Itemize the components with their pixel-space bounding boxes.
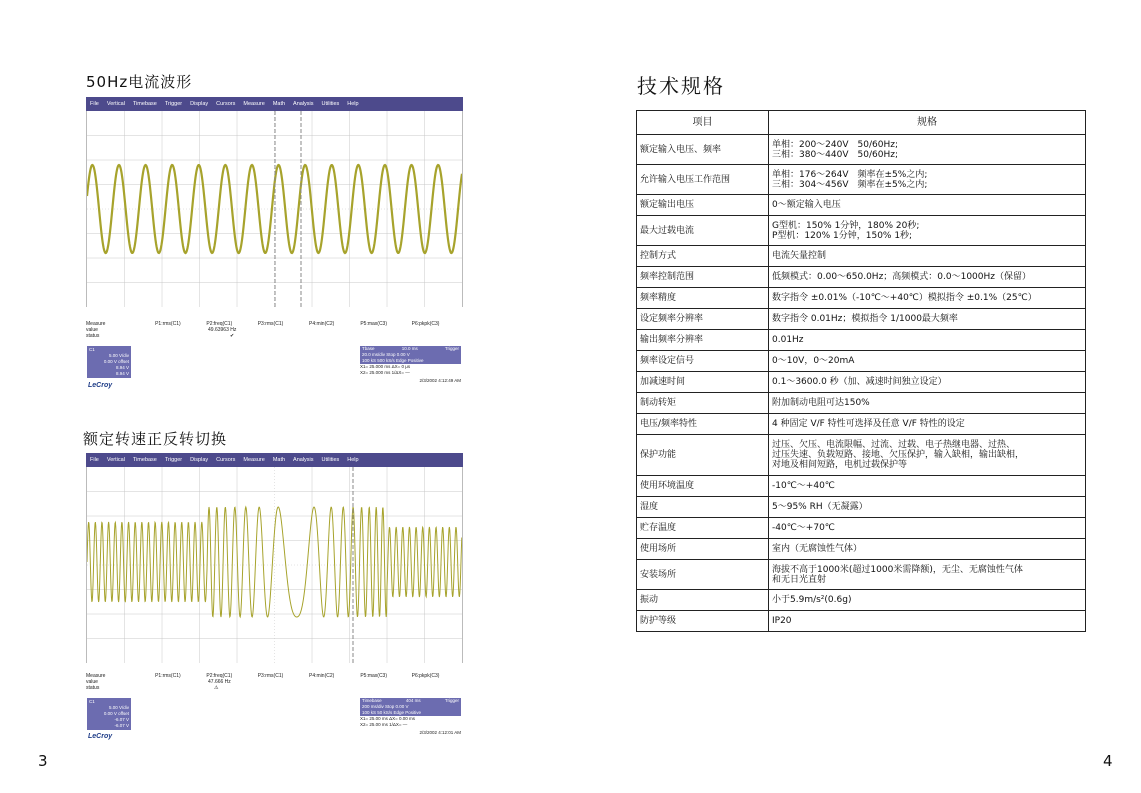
freq-value: 49.63963 Hz [208, 327, 237, 333]
table-row [637, 309, 1086, 330]
measure-col: P6:pkpk(C3) [411, 321, 440, 327]
freq-value: 47.666 Hz [208, 679, 231, 685]
menu-item: Timebase [132, 457, 157, 463]
spec-line: 海拔不高于1000米(超过1000米需降额)，无尘、无腐蚀性气体 [772, 564, 1023, 575]
spec-line: 0～10V，0～20mA [772, 356, 855, 366]
menu-item: Vertical [106, 101, 125, 107]
spec-value-cell [769, 497, 1086, 518]
spec-value-cell [769, 539, 1086, 560]
table-row [637, 195, 1086, 216]
table-row [637, 135, 1086, 165]
measure-label: status [86, 333, 100, 339]
table-row [637, 560, 1086, 590]
spec-table [636, 110, 1086, 632]
spec-item-cell: 安装场所 [637, 560, 769, 590]
channel-box: C1 5.00 V/div 0.00 V offset -6.07 V -6.07 V [89, 699, 129, 728]
spec-line: 室内（无腐蚀性气体） [772, 544, 863, 554]
spec-value-cell [769, 246, 1086, 267]
spec-item-cell: 加减速时间 [637, 372, 769, 393]
scope-menubar [86, 97, 463, 111]
spec-line: 5～95% RH（无凝露） [772, 502, 868, 512]
scope-screen [86, 111, 463, 307]
spec-value-cell [769, 518, 1086, 539]
table-row [637, 393, 1086, 414]
page-number-left: 3 [38, 752, 48, 770]
spec-line: 小于5.9m/s²(0.6g) [772, 595, 852, 605]
spec-value-cell [769, 560, 1086, 590]
table-row [637, 351, 1086, 372]
lecroy-logo: LeCroy [88, 382, 113, 389]
section-title-waveform: 50Hz电流波形 [86, 73, 193, 91]
spec-line: 和无日光直射 [772, 574, 827, 585]
measure-label: value [86, 327, 98, 333]
menu-item: Measure [243, 457, 265, 463]
spec-line: 0.1～3600.0 秒（加、减速时间独立设定） [772, 377, 947, 387]
measure-col: P2:freq(C1) [206, 673, 233, 679]
menu-item: Measure [243, 101, 265, 107]
table-row [637, 372, 1086, 393]
spec-line: 对地及相间短路，电机过载保护等 [772, 460, 908, 470]
spec-item-cell: 设定频率分辨率 [637, 309, 769, 330]
timebase-box: Tbase 10.0 ms Trigger 20.0 ms/div Stop 0.00 V 100 kS 500 kS/s Edge Positive X1= 25.000 ms ΔX= 0 μs X2= 25.000 ms 1/ΔX= — 2/3/2002 4:12:49 AM [360, 346, 461, 383]
menu-item: Trigger [164, 457, 183, 463]
table-row [637, 539, 1086, 560]
spec-line: 低频模式：0.00～650.0Hz；高频模式：0.0～1000Hz（保留） [772, 272, 1032, 282]
menu-item: Vertical [106, 457, 125, 463]
menu-item: Analysis [293, 101, 314, 107]
spec-line: 数字指令 ±0.01%（-10℃～+40℃）模拟指令 ±0.1%（25℃） [772, 293, 1037, 303]
spec-item-cell: 最大过载电流 [637, 216, 769, 246]
measure-col: P2:freq(C1) [206, 321, 233, 327]
table-row [637, 216, 1086, 246]
spec-item-cell: 振动 [637, 590, 769, 611]
lecroy-logo: LeCroy [88, 733, 113, 740]
spec-value-cell [769, 288, 1086, 309]
menu-item: Utilities [321, 101, 340, 107]
spec-item-cell: 额定输出电压 [637, 195, 769, 216]
measure-col: P5:max(C3) [360, 321, 388, 327]
channel-box: C1 5.00 V/div 0.00 V offset 8.94 V 8.94 V [89, 347, 129, 376]
table-row [637, 288, 1086, 309]
menu-item: Help [347, 101, 359, 107]
spec-value-cell [769, 590, 1086, 611]
table-row [637, 330, 1086, 351]
menu-item: Help [347, 457, 359, 463]
status-icon: ✔ [230, 333, 235, 339]
table-row [637, 435, 1086, 476]
spec-item-cell: 防护等级 [637, 611, 769, 632]
spec-line: 4 种固定 V/F 特性可选择及任意 V/F 特性的设定 [772, 419, 965, 429]
menu-item: Math [272, 457, 286, 463]
spec-value-cell [769, 414, 1086, 435]
timestamp: 2/3/2002 4:12:49 AM [419, 378, 461, 383]
section-title-reversing: 额定转速正反转切换 [83, 430, 228, 448]
spec-item-cell: 保护功能 [637, 435, 769, 476]
measure-col: P3:rms(C1) [257, 673, 284, 679]
spec-line: 过压、欠压、电流限幅、过流、过载、电子热继电器、过热、 [772, 440, 1016, 450]
table-header-spec: 规格 [769, 111, 1086, 135]
measure-label: Measure [86, 673, 106, 679]
spec-value-cell [769, 309, 1086, 330]
oscilloscope-screenshot-2 [86, 453, 463, 748]
spec-line: 三相：304～456V 频率在±5%之内; [772, 179, 928, 190]
spec-value-cell [769, 135, 1086, 165]
spec-line: 单相：176～264V 频率在±5%之内; [772, 169, 928, 180]
table-header-item: 项目 [637, 111, 769, 135]
measure-label: value [86, 679, 98, 685]
spec-line: 过压失速、负载短路、接地、欠压保护，输入缺相，输出缺相， [772, 450, 1025, 460]
menu-item: Trigger [164, 101, 183, 107]
spec-line: G型机：150% 1分钟，180% 20秒; [772, 220, 920, 231]
table-row [637, 165, 1086, 195]
menu-item: Display [190, 101, 209, 107]
spec-item-cell: 湿度 [637, 497, 769, 518]
table-row [637, 476, 1086, 497]
spec-line: P型机：120% 1分钟，150% 1秒; [772, 230, 913, 241]
waveform-plot [87, 467, 462, 663]
spec-line: 单相：200～240V 50/60Hz; [772, 139, 898, 150]
table-row [637, 611, 1086, 632]
table-row [637, 414, 1086, 435]
scope-screen [86, 467, 463, 663]
spec-line: IP20 [772, 616, 792, 626]
table-row [637, 590, 1086, 611]
spec-line: 附加制动电阻可达150% [772, 398, 870, 408]
measurement-panel [86, 307, 463, 397]
spec-value-cell [769, 195, 1086, 216]
spec-item-cell: 制动转矩 [637, 393, 769, 414]
spec-item-cell: 频率控制范围 [637, 267, 769, 288]
spec-line: 数字指令 0.01Hz；模拟指令 1/1000最大频率 [772, 314, 958, 324]
measure-col: P1:rms(C1) [155, 673, 181, 679]
spec-item-cell: 额定输入电压、频率 [637, 135, 769, 165]
timestamp: 2/3/2002 4:12:01 AM [419, 730, 461, 735]
spec-item-cell: 贮存温度 [637, 518, 769, 539]
spec-item-cell: 频率精度 [637, 288, 769, 309]
spec-value-cell [769, 435, 1086, 476]
table-header-row [637, 111, 1086, 135]
spec-line: 0～额定输入电压 [772, 200, 841, 210]
spec-line: 电流矢量控制 [772, 251, 827, 261]
table-row [637, 267, 1086, 288]
measurement-panel [86, 663, 463, 748]
spec-line: -40℃～+70℃ [772, 523, 835, 533]
spec-item-cell: 输出频率分辨率 [637, 330, 769, 351]
spec-item-cell: 允许输入电压工作范围 [637, 165, 769, 195]
timebase-box: Timebase 404 ms Trigger 200 ms/div Stop 0.00 V 100 kS 50 kS/s Edge Positive X1= 25.00 ms ΔX= 0.00 ms X2= 25.00 ms 1/ΔX= — 2/3/2002 4:12:01 AM [360, 698, 461, 735]
reversing-waveform [87, 507, 462, 617]
spec-line: 0.01Hz [772, 335, 804, 345]
spec-item-cell: 控制方式 [637, 246, 769, 267]
measure-label: status [86, 685, 100, 691]
spec-item-cell: 使用场所 [637, 539, 769, 560]
spec-item-cell: 电压/频率特性 [637, 414, 769, 435]
spec-value-cell [769, 611, 1086, 632]
menu-item: Cursors [216, 457, 236, 463]
spec-value-cell [769, 476, 1086, 497]
measure-col: P4:min(C2) [309, 673, 335, 679]
menu-item: Timebase [132, 101, 157, 107]
page-number-right: 4 [1103, 752, 1113, 770]
spec-value-cell [769, 393, 1086, 414]
spec-value-cell [769, 351, 1086, 372]
menu-item: Utilities [321, 457, 340, 463]
menu-item: File [90, 457, 99, 463]
spec-value-cell [769, 267, 1086, 288]
menu-item: Analysis [293, 457, 314, 463]
spec-value-cell [769, 216, 1086, 246]
menu-item: Math [272, 101, 286, 107]
measure-col: P5:max(C3) [360, 673, 388, 679]
spec-value-cell [769, 372, 1086, 393]
table-row [637, 246, 1086, 267]
page-title: 技术规格 [637, 74, 725, 98]
spec-line: -10℃～+40℃ [772, 481, 835, 491]
spec-value-cell [769, 330, 1086, 351]
measure-col: P4:min(C2) [309, 321, 335, 327]
table-row [637, 518, 1086, 539]
menu-item: File [90, 101, 99, 107]
spec-item-cell: 使用环境温度 [637, 476, 769, 497]
measure-col: P1:rms(C1) [155, 321, 181, 327]
measure-label: Measure [86, 321, 106, 327]
spec-item-cell: 频率设定信号 [637, 351, 769, 372]
table-row [637, 497, 1086, 518]
scope-menubar [86, 453, 463, 467]
measure-col: P3:rms(C1) [257, 321, 284, 327]
oscilloscope-screenshot-1 [86, 97, 463, 397]
waveform-plot [87, 111, 462, 307]
menu-item: Display [190, 457, 209, 463]
spec-line: 三相：380～440V 50/60Hz; [772, 149, 898, 160]
status-icon: ⚠ [214, 685, 219, 691]
menu-item: Cursors [216, 101, 236, 107]
measure-col: P6:pkpk(C3) [411, 673, 440, 679]
spec-value-cell [769, 165, 1086, 195]
